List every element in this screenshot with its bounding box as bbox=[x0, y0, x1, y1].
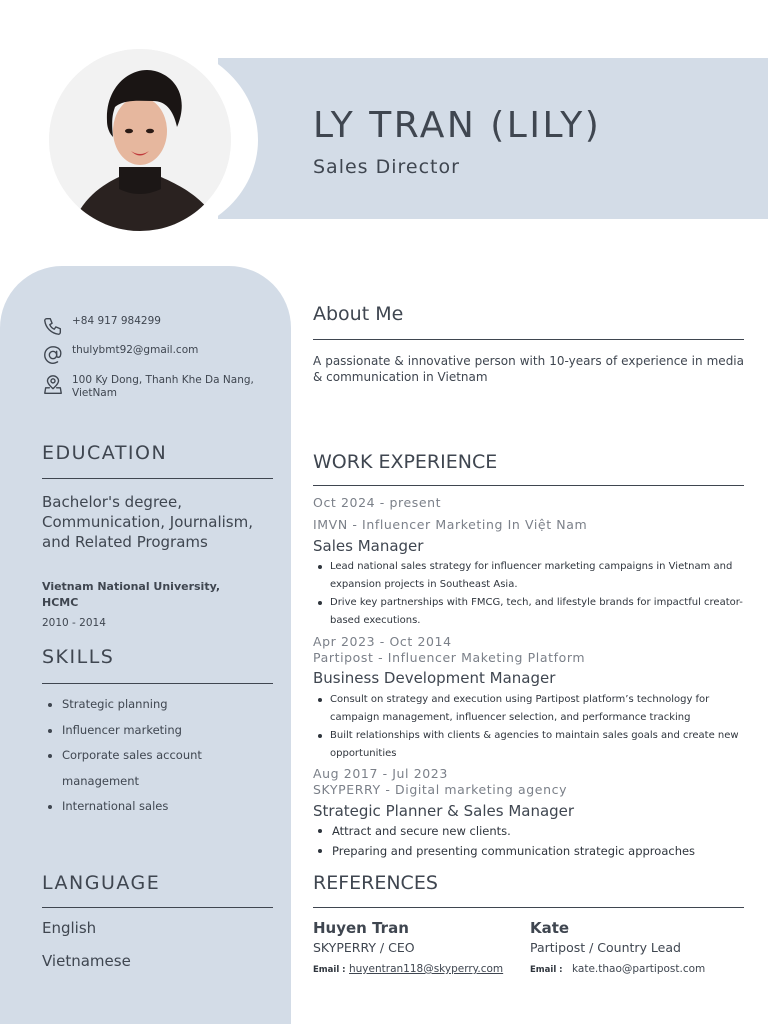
education-years: 2010 - 2014 bbox=[42, 617, 106, 629]
language-heading: LANGUAGE bbox=[42, 872, 161, 894]
work-heading: WORK EXPERIENCE bbox=[313, 451, 498, 473]
about-text: A passionate & innovative person with 10-years of experience in media & communication in Vietnam bbox=[313, 354, 744, 384]
skills-heading: SKILLS bbox=[42, 646, 115, 668]
skills-list bbox=[48, 692, 248, 820]
about-divider bbox=[313, 339, 744, 340]
contact-address bbox=[42, 374, 272, 400]
reference-email-label: Email : bbox=[530, 965, 563, 975]
job-bullet: Preparing and presenting communication strategic approaches bbox=[316, 841, 746, 861]
education-heading: EDUCATION bbox=[42, 442, 168, 464]
phone-icon bbox=[42, 315, 64, 337]
language-item: Vietnamese bbox=[42, 952, 131, 970]
skill-item: Corporate sales account management bbox=[48, 743, 248, 794]
map-pin-icon bbox=[42, 374, 64, 396]
reference-name: Kate bbox=[530, 919, 570, 937]
reference-org: Partipost / Country Lead bbox=[530, 940, 681, 955]
portrait-illustration bbox=[49, 49, 231, 231]
job-dates: Aug 2017 - Jul 2023 bbox=[313, 766, 448, 781]
references-divider bbox=[313, 907, 744, 908]
work-divider bbox=[313, 485, 744, 486]
job-dates: Oct 2024 - present bbox=[313, 495, 442, 510]
address: 100 Ky Dong, Thanh Khe Da Nang, VietNam bbox=[72, 374, 254, 399]
job-title: Strategic Planner & Sales Manager bbox=[313, 802, 575, 820]
education-degree: Bachelor's degree, Communication, Journalism, and Related Programs bbox=[42, 493, 254, 551]
references-heading: REFERENCES bbox=[313, 872, 438, 894]
skill-item: Influencer marketing bbox=[48, 718, 248, 744]
job-company: IMVN - Influencer Marketing In Việt Nam bbox=[313, 517, 588, 532]
job-bullet: Consult on strategy and execution using Partipost platform’s technology for campaign management, influencer selection, and performance tracking bbox=[316, 691, 746, 727]
skill-item: International sales bbox=[48, 794, 248, 820]
about-heading: About Me bbox=[313, 303, 404, 325]
language-item: English bbox=[42, 919, 97, 937]
reference-email[interactable]: kate.thao@partipost.com bbox=[572, 963, 706, 975]
job-bullets bbox=[316, 691, 746, 763]
contact-phone bbox=[42, 315, 272, 337]
education-school: Vietnam National University, HCMC bbox=[42, 580, 221, 609]
language-divider bbox=[42, 907, 273, 908]
job-company: SKYPERRY - Digital marketing agency bbox=[313, 782, 568, 797]
education-divider bbox=[42, 478, 273, 479]
candidate-role: Sales Director bbox=[313, 156, 460, 178]
job-bullets bbox=[316, 821, 746, 861]
email-address: thulybmt92@gmail.com bbox=[72, 344, 199, 356]
skills-divider bbox=[42, 683, 273, 684]
job-bullets bbox=[316, 558, 746, 630]
reference-email-label: Email : bbox=[313, 965, 346, 975]
job-title: Sales Manager bbox=[313, 537, 424, 555]
job-bullet: Attract and secure new clients. bbox=[316, 821, 746, 841]
reference-email[interactable]: huyentran118@skyperry.com bbox=[349, 963, 504, 975]
job-bullet: Drive key partnerships with FMCG, tech, and lifestyle brands for impactful creator-based executions. bbox=[316, 594, 746, 630]
job-company: Partipost - Influencer Maketing Platform bbox=[313, 650, 586, 665]
skill-item: Strategic planning bbox=[48, 692, 248, 718]
phone-number: +84 917 984299 bbox=[72, 315, 161, 327]
candidate-name: LY TRAN (LILY) bbox=[313, 105, 602, 146]
job-dates: Apr 2023 - Oct 2014 bbox=[313, 634, 452, 649]
profile-photo bbox=[49, 49, 231, 231]
reference-org: SKYPERRY / CEO bbox=[313, 940, 415, 955]
job-title: Business Development Manager bbox=[313, 669, 556, 687]
at-sign-icon bbox=[42, 344, 64, 366]
job-bullet: Built relationships with clients & agencies to maintain sales goals and create new opportunities bbox=[316, 727, 746, 763]
contact-email bbox=[42, 344, 272, 366]
reference-name: Huyen Tran bbox=[313, 919, 409, 937]
job-bullet: Lead national sales strategy for influencer marketing campaigns in Vietnam and expansion projects in Southeast Asia. bbox=[316, 558, 746, 594]
